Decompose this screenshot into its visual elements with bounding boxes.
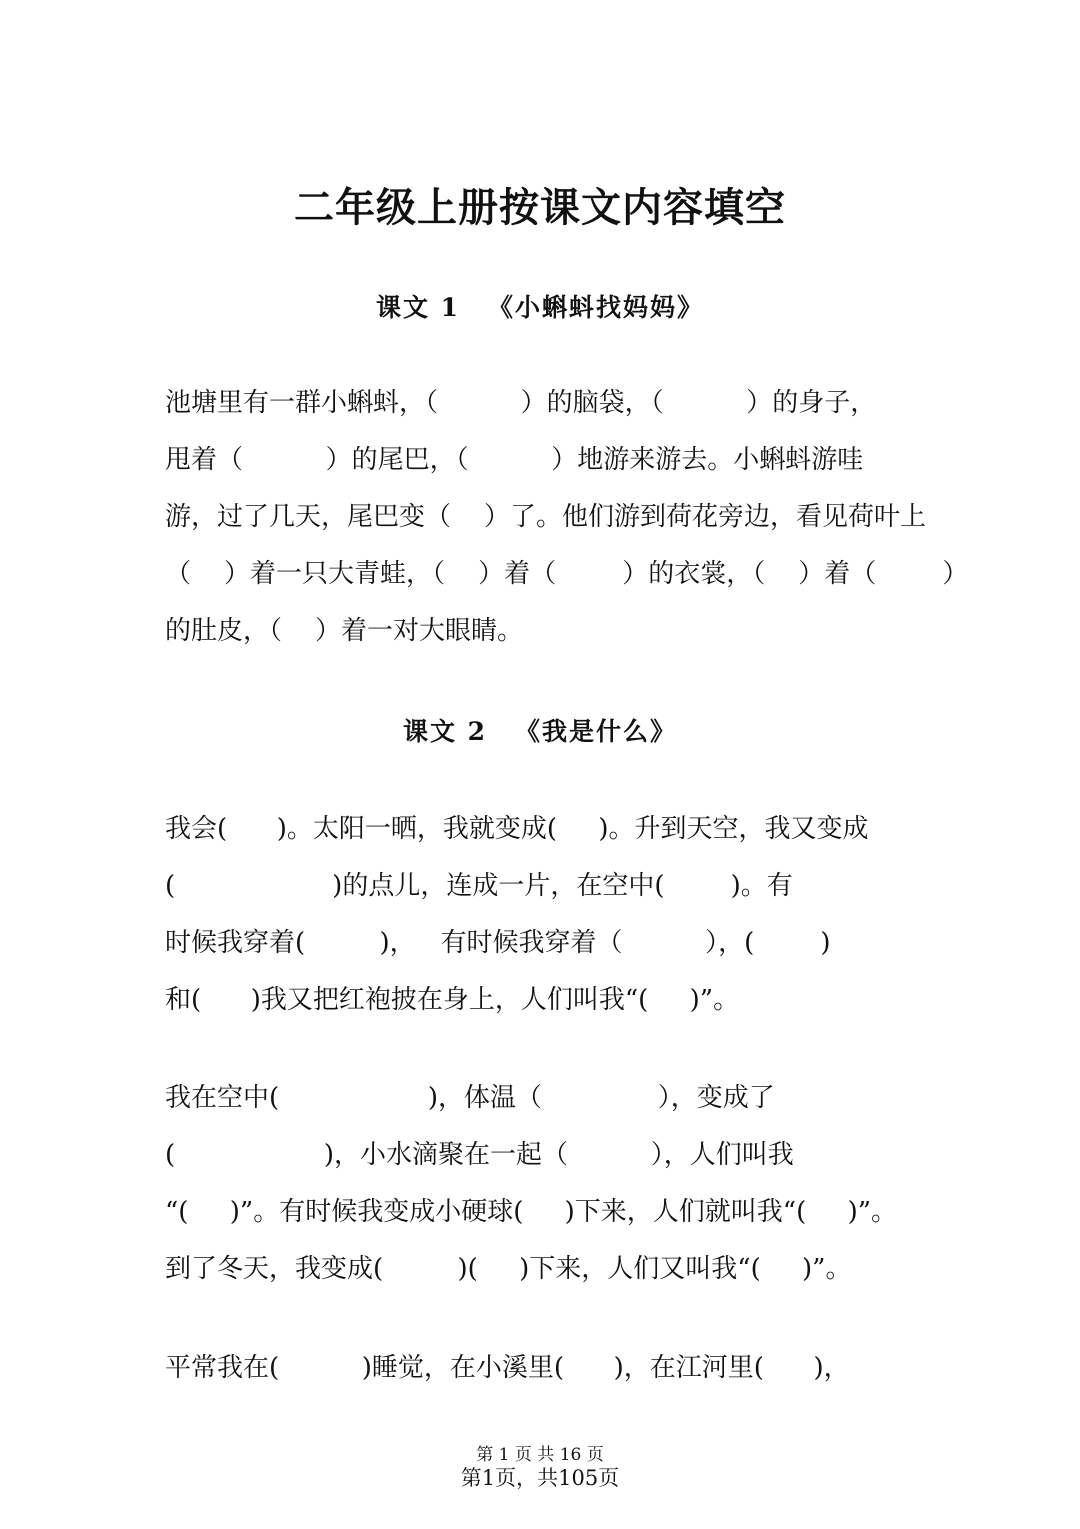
section-title: 《我是什么》 <box>515 717 678 746</box>
text-line: 时候我穿着( )， 有时候我穿着（ ），( ) <box>165 928 831 958</box>
text-line: ( )，小水滴聚在一起（ ），人们叫我 <box>165 1140 794 1170</box>
text-line: 甩着（ ）的尾巴，（ ）地游来游去。小蝌蚪游哇 <box>165 445 864 475</box>
text-line: 我在空中( )，体温（ ），变成了 <box>165 1083 775 1113</box>
inner-page-number: 第 1 页 共 16 页 <box>476 1445 604 1465</box>
text-line: 的肚皮，（ ）着一对大眼睛。 <box>165 616 524 646</box>
section-heading-2 <box>0 712 1080 748</box>
outer-page-number: 第1页，共105页 <box>460 1466 620 1490</box>
text-line: ( )的点儿，连成一片，在空中( )。有 <box>165 871 793 901</box>
text-line: （ ）着一只大青蛙，（ ）着（ ）的衣裳，（ ）着（ ） <box>165 559 969 589</box>
text-line: 我会( )。太阳一晒，我就变成( )。升到天空，我又变成 <box>165 814 869 844</box>
text-line: 池塘里有一群小蝌蚪，（ ）的脑袋，（ ）的身子， <box>165 388 877 418</box>
section-number: 课文 1 <box>375 293 461 322</box>
page-title: 二年级上册按课文内容填空 <box>294 184 786 231</box>
section-heading-1 <box>0 288 1080 324</box>
text-line: “( )”。有时候我变成小硬球( )下来，人们就叫我“( )”。 <box>165 1197 897 1227</box>
text-line: 游，过了几天，尾巴变（ ）了。他们游到荷花旁边，看见荷叶上 <box>165 502 927 532</box>
section-number: 课文 2 <box>402 717 488 746</box>
text-line: 和( )我又把红袍披在身上，人们叫我“( )”。 <box>165 985 740 1015</box>
text-line: 平常我在( )睡觉，在小溪里( )，在江河里( )， <box>165 1353 850 1383</box>
section-title: 《小蝌蚪找妈妈》 <box>488 293 705 322</box>
text-line: 到了冬天，我变成( )( )下来，人们又叫我“( )”。 <box>165 1254 852 1284</box>
